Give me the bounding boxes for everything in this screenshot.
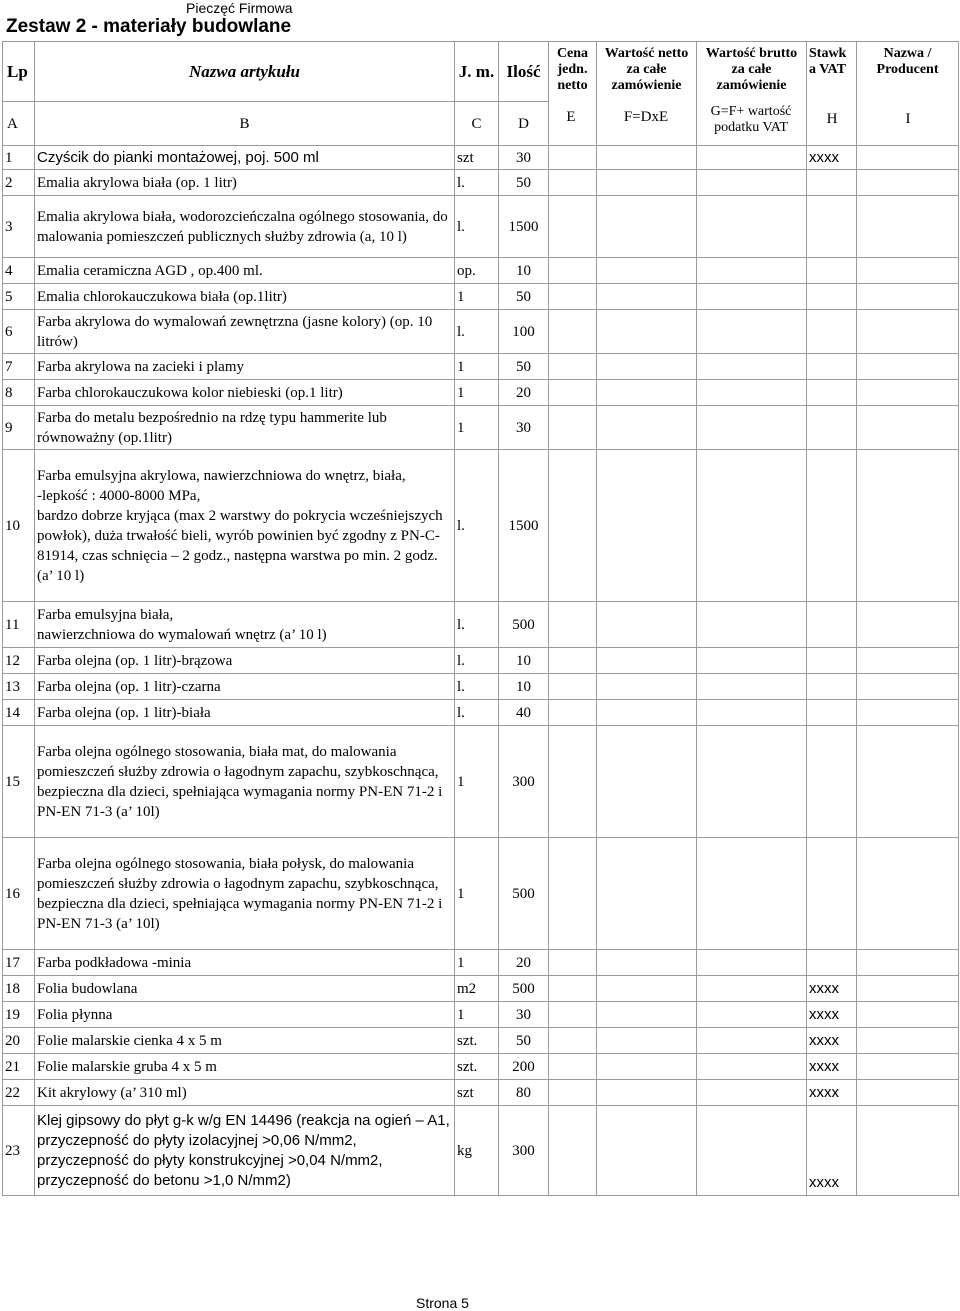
row-unit-price (549, 648, 597, 674)
row-unit: l. (455, 648, 499, 674)
row-producer (857, 700, 959, 726)
row-lp: 22 (3, 1080, 35, 1106)
row-lp: 2 (3, 170, 35, 196)
row-unit: l. (455, 170, 499, 196)
table-row (3, 700, 959, 726)
header-lp: Lp (3, 42, 35, 102)
row-producer (857, 602, 959, 648)
row-brutto (697, 1054, 807, 1080)
row-unit: szt (455, 1080, 499, 1106)
row-unit: l. (455, 450, 499, 602)
row-qty: 1500 (499, 450, 549, 602)
row-name: Farba olejna (op. 1 litr)-brązowa (35, 648, 455, 674)
table-row (3, 450, 959, 602)
row-unit-price (549, 1106, 597, 1196)
row-netto (597, 284, 697, 310)
row-unit: 1 (455, 406, 499, 450)
row-vat (807, 602, 857, 648)
row-brutto (697, 170, 807, 196)
row-brutto (697, 354, 807, 380)
row-producer (857, 726, 959, 838)
row-lp: 11 (3, 602, 35, 648)
row-name: Emalia akrylowa biała, wodorozcieńczalna ogólnego stosowania, do malowania pomieszczeń publicznych służby zdrowia (a, 10 l) (35, 196, 455, 258)
row-netto (597, 406, 697, 450)
row-brutto (697, 310, 807, 354)
row-name: Folie malarskie cienka 4 x 5 m (35, 1028, 455, 1054)
row-netto (597, 1054, 697, 1080)
row-lp: 14 (3, 700, 35, 726)
row-brutto (697, 838, 807, 950)
table-row (3, 170, 959, 196)
table-row (3, 1054, 959, 1080)
row-name: Emalia akrylowa biała (op. 1 litr) (35, 170, 455, 196)
row-mark: xxxx (807, 1106, 857, 1196)
row-qty: 300 (499, 1106, 549, 1196)
row-lp: 21 (3, 1054, 35, 1080)
row-unit: 1 (455, 380, 499, 406)
row-name: Farba akrylowa na zacieki i plamy (35, 354, 455, 380)
row-mark: xxxx (807, 1080, 857, 1106)
row-lp: 13 (3, 674, 35, 700)
row-lp: 17 (3, 950, 35, 976)
row-qty: 50 (499, 1028, 549, 1054)
row-name: Farba emulsyjna biała, nawierzchniowa do wymalowań wnętrz (a’ 10 l) (35, 602, 455, 648)
company-stamp-label: Pieczęć Firmowa (186, 0, 293, 16)
row-producer (857, 196, 959, 258)
row-unit: 1 (455, 1002, 499, 1028)
table-row (3, 406, 959, 450)
row-brutto (697, 674, 807, 700)
row-producer (857, 450, 959, 602)
row-producer (857, 1054, 959, 1080)
row-qty: 10 (499, 648, 549, 674)
row-producer (857, 354, 959, 380)
col-letter-a: A (3, 102, 35, 146)
row-qty: 500 (499, 602, 549, 648)
row-netto (597, 258, 697, 284)
row-qty: 50 (499, 170, 549, 196)
row-netto (597, 354, 697, 380)
header-brutto: Wartość brutto za całe zamówienie (697, 42, 807, 146)
header-unit-price: Cena jedn. netto (549, 42, 597, 146)
row-vat (807, 354, 857, 380)
row-producer (857, 950, 959, 976)
row-lp: 15 (3, 726, 35, 838)
row-producer (857, 976, 959, 1002)
row-lp: 3 (3, 196, 35, 258)
row-producer (857, 258, 959, 284)
row-lp: 23 (3, 1106, 35, 1196)
row-netto (597, 146, 697, 170)
row-unit-price (549, 310, 597, 354)
table-row (3, 196, 959, 258)
row-brutto (697, 950, 807, 976)
table-row (3, 1106, 959, 1196)
row-unit-price (549, 284, 597, 310)
row-vat (807, 310, 857, 354)
row-unit-price (549, 1028, 597, 1054)
table-row (3, 950, 959, 976)
col-letter-c: C (455, 102, 499, 146)
header-qty: Ilość (499, 42, 549, 102)
row-mark: xxxx (807, 976, 857, 1002)
row-producer (857, 1080, 959, 1106)
row-lp: 19 (3, 1002, 35, 1028)
row-lp: 6 (3, 310, 35, 354)
row-netto (597, 1080, 697, 1106)
row-vat (807, 284, 857, 310)
row-qty: 30 (499, 146, 549, 170)
row-vat (807, 700, 857, 726)
row-name: Emalia chlorokauczukowa biała (op.1litr) (35, 284, 455, 310)
row-lp: 8 (3, 380, 35, 406)
row-qty: 40 (499, 700, 549, 726)
row-name: Farba olejna ogólnego stosowania, biała mat, do malowania pomieszczeń służby zdrowia o łagodnym zapachu, szybkoschnąca, bezpieczna dla dzieci, spełniająca wymagania normy PN-EN 71-2 i PN-EN 71-3 (a’ 10l) (35, 726, 455, 838)
row-unit-price (549, 406, 597, 450)
row-lp: 16 (3, 838, 35, 950)
table-row (3, 284, 959, 310)
row-netto (597, 700, 697, 726)
page-title: Zestaw 2 - materiały budowlane (6, 16, 292, 37)
row-brutto (697, 1002, 807, 1028)
row-unit: szt (455, 146, 499, 170)
row-unit-price (549, 196, 597, 258)
row-lp: 5 (3, 284, 35, 310)
row-lp: 10 (3, 450, 35, 602)
col-letter-f: F=DxE (623, 109, 669, 125)
row-unit-price (549, 976, 597, 1002)
row-unit: l. (455, 700, 499, 726)
row-unit-price (549, 450, 597, 602)
row-qty: 50 (499, 284, 549, 310)
row-lp: 9 (3, 406, 35, 450)
row-qty: 500 (499, 838, 549, 950)
page-number: Strona 5 (416, 1295, 469, 1311)
header-name: Nazwa artykułu (35, 42, 455, 102)
row-unit: 1 (455, 726, 499, 838)
row-netto (597, 1002, 697, 1028)
row-qty: 200 (499, 1054, 549, 1080)
row-unit-price (549, 146, 597, 170)
table-row (3, 380, 959, 406)
row-brutto (697, 146, 807, 170)
row-unit-price (549, 838, 597, 950)
row-netto (597, 674, 697, 700)
row-unit-price (549, 258, 597, 284)
row-brutto (697, 976, 807, 1002)
row-producer (857, 284, 959, 310)
row-lp: 20 (3, 1028, 35, 1054)
row-name: Farba akrylowa do wymalowań zewnętrzna (jasne kolory) (op. 10 litrów) (35, 310, 455, 354)
row-unit-price (549, 354, 597, 380)
col-letter-e: E (566, 109, 576, 125)
row-netto (597, 648, 697, 674)
row-netto (597, 380, 697, 406)
row-producer (857, 310, 959, 354)
header-vat-rate: Stawk a VAT (807, 42, 857, 146)
row-name: Czyścik do pianki montażowej, poj. 500 ml (35, 146, 455, 170)
table-row (3, 648, 959, 674)
row-unit-price (549, 1002, 597, 1028)
table-row (3, 602, 959, 648)
row-qty: 300 (499, 726, 549, 838)
row-netto (597, 838, 697, 950)
row-mark: xxxx (807, 1002, 857, 1028)
row-lp: 18 (3, 976, 35, 1002)
row-unit-price (549, 700, 597, 726)
row-vat (807, 406, 857, 450)
row-brutto (697, 1028, 807, 1054)
table-row (3, 1080, 959, 1106)
row-name: Farba do metalu bezpośrednio na rdzę typu hammerite lub równoważny (op.1litr) (35, 406, 455, 450)
row-unit: kg (455, 1106, 499, 1196)
row-brutto (697, 1080, 807, 1106)
col-letter-i: I (905, 111, 911, 127)
row-brutto (697, 406, 807, 450)
row-unit: l. (455, 310, 499, 354)
table-row (3, 976, 959, 1002)
row-unit-price (549, 726, 597, 838)
row-unit: m2 (455, 976, 499, 1002)
row-lp: 7 (3, 354, 35, 380)
table-row (3, 310, 959, 354)
row-brutto (697, 258, 807, 284)
table-row (3, 354, 959, 380)
row-producer (857, 674, 959, 700)
row-brutto (697, 450, 807, 602)
row-brutto (697, 196, 807, 258)
row-vat (807, 450, 857, 602)
row-name: Klej gipsowy do płyt g-k w/g EN 14496 (reakcja na ogień – A1, przyczepność do płyty izolacyjnej >0,06 N/mm2, przyczepność do płyty konstrukcyjnej >0,04 N/mm2, przyczepność do betonu >1,0 N/mm2) (35, 1106, 455, 1196)
row-qty: 10 (499, 674, 549, 700)
header-jm: J. m. (455, 42, 499, 102)
row-vat (807, 726, 857, 838)
row-producer (857, 380, 959, 406)
row-vat (807, 838, 857, 950)
row-qty: 30 (499, 406, 549, 450)
row-netto (597, 950, 697, 976)
row-lp: 12 (3, 648, 35, 674)
row-name: Emalia ceramiczna AGD , op.400 ml. (35, 258, 455, 284)
row-vat (807, 648, 857, 674)
row-unit: 1 (455, 950, 499, 976)
row-unit: szt. (455, 1028, 499, 1054)
row-name: Farba olejna (op. 1 litr)-czarna (35, 674, 455, 700)
row-name: Kit akrylowy (a’ 310 ml) (35, 1080, 455, 1106)
row-mark: xxxx (807, 1028, 857, 1054)
row-netto (597, 1106, 697, 1196)
row-netto (597, 602, 697, 648)
table-row (3, 838, 959, 950)
row-producer (857, 648, 959, 674)
row-unit-price (549, 602, 597, 648)
row-brutto (697, 700, 807, 726)
row-qty: 1500 (499, 196, 549, 258)
table-row (3, 1002, 959, 1028)
row-vat (807, 170, 857, 196)
row-qty: 100 (499, 310, 549, 354)
row-qty: 20 (499, 380, 549, 406)
header-netto: Wartość netto za całe zamówienie (597, 42, 697, 146)
header-row (3, 42, 959, 102)
row-unit-price (549, 1054, 597, 1080)
row-producer (857, 1002, 959, 1028)
row-name: Farba podkładowa -minia (35, 950, 455, 976)
row-qty: 30 (499, 1002, 549, 1028)
row-unit: op. (455, 258, 499, 284)
row-unit: 1 (455, 284, 499, 310)
col-letter-d: D (499, 102, 549, 146)
row-lp: 1 (3, 146, 35, 170)
row-netto (597, 196, 697, 258)
row-netto (597, 976, 697, 1002)
table-row (3, 726, 959, 838)
row-unit: l. (455, 602, 499, 648)
row-unit-price (549, 380, 597, 406)
row-producer (857, 1028, 959, 1054)
row-qty: 10 (499, 258, 549, 284)
row-qty: 500 (499, 976, 549, 1002)
row-unit: 1 (455, 354, 499, 380)
row-vat (807, 196, 857, 258)
row-unit-price (549, 674, 597, 700)
row-mark: xxxx (807, 1054, 857, 1080)
row-unit: 1 (455, 838, 499, 950)
col-letter-g: G=F+ wartość podatku VAT (710, 104, 792, 135)
row-qty: 50 (499, 354, 549, 380)
row-unit: l. (455, 674, 499, 700)
row-vat (807, 258, 857, 284)
row-producer (857, 838, 959, 950)
row-producer (857, 146, 959, 170)
row-brutto (697, 1106, 807, 1196)
row-unit: l. (455, 196, 499, 258)
table-row (3, 258, 959, 284)
materials-table (2, 41, 959, 1196)
row-brutto (697, 284, 807, 310)
row-vat (807, 674, 857, 700)
row-vat (807, 380, 857, 406)
row-name: Farba emulsyjna akrylowa, nawierzchniowa do wnętrz, biała, -lepkość : 4000-8000 MPa, bardzo dobrze kryjąca (max 2 warstwy do pokrycia wcześniejszych powłok), duża trwałość bieli, wyrób powinien być zgodny z PN-C-81914, czas schnięcia – 2 godz., następna warstwa po min. 2 godz. (a’ 10 l) (35, 450, 455, 602)
row-name: Farba olejna ogólnego stosowania, biała połysk, do malowania pomieszczeń służby zdrowia o łagodnym zapachu, szybkoschnąca, bezpieczna dla dzieci, spełniająca wymagania normy PN-EN 71-2 i PN-EN 71-3 (a’ 10l) (35, 838, 455, 950)
row-producer (857, 170, 959, 196)
row-producer (857, 1106, 959, 1196)
row-brutto (697, 602, 807, 648)
row-producer (857, 406, 959, 450)
row-brutto (697, 726, 807, 838)
row-unit-price (549, 950, 597, 976)
col-letter-b: B (35, 102, 455, 146)
row-qty: 80 (499, 1080, 549, 1106)
row-vat (807, 950, 857, 976)
row-mark: xxxx (807, 146, 857, 170)
row-name: Folia budowlana (35, 976, 455, 1002)
row-qty: 20 (499, 950, 549, 976)
row-brutto (697, 380, 807, 406)
row-netto (597, 450, 697, 602)
row-netto (597, 726, 697, 838)
table-row (3, 674, 959, 700)
row-name: Farba chlorokauczukowa kolor niebieski (op.1 litr) (35, 380, 455, 406)
table-row (3, 146, 959, 170)
header-producer: Nazwa / Producent (857, 42, 959, 146)
col-letter-h: H (826, 111, 838, 127)
row-name: Folia płynna (35, 1002, 455, 1028)
row-netto (597, 170, 697, 196)
row-name: Farba olejna (op. 1 litr)-biała (35, 700, 455, 726)
row-lp: 4 (3, 258, 35, 284)
table-row (3, 1028, 959, 1054)
table-body (3, 146, 959, 1196)
row-brutto (697, 648, 807, 674)
row-unit: szt. (455, 1054, 499, 1080)
row-unit-price (549, 1080, 597, 1106)
row-netto (597, 1028, 697, 1054)
row-name: Folie malarskie gruba 4 x 5 m (35, 1054, 455, 1080)
row-unit-price (549, 170, 597, 196)
row-netto (597, 310, 697, 354)
